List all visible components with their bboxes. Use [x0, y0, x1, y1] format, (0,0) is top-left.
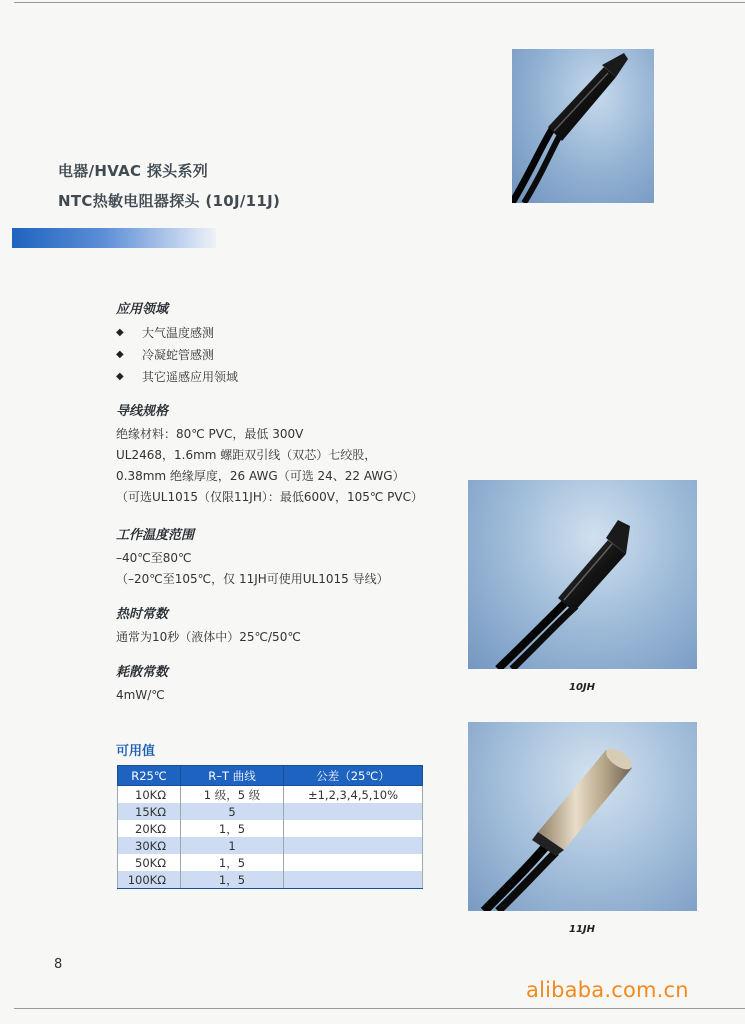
- operating-temp-heading: 工作温度范围: [116, 528, 195, 543]
- available-values-table: [117, 765, 423, 889]
- application-item: 冷凝蛇管感测: [142, 348, 215, 362]
- table-cell: 1，5: [181, 871, 284, 889]
- probe-photo-11jh: [468, 722, 697, 911]
- table-cell: 15KΩ: [118, 803, 181, 820]
- series-title: 电器/HVAC 探头系列: [58, 162, 209, 180]
- applications-heading: 应用领域: [116, 302, 169, 317]
- list-item: [116, 366, 238, 388]
- table-cell: 1 级，5 级: [181, 786, 284, 804]
- blue-gradient-band: [12, 228, 216, 248]
- table-row: [118, 871, 423, 889]
- operating-temp-line: –40℃至80℃: [116, 551, 192, 565]
- page-number: 8: [54, 957, 63, 972]
- table-cell: 1: [181, 837, 284, 854]
- diamond-bullet-icon: ◆: [116, 349, 124, 360]
- bottom-rule: [14, 1008, 745, 1009]
- table-cell: [284, 803, 423, 820]
- lead-wire-line: 0.38mm 绝缘厚度，26 AWG（可选 24、22 AWG）: [116, 469, 405, 483]
- diamond-bullet-icon: ◆: [116, 327, 124, 338]
- operating-temp-section: [116, 524, 389, 590]
- lead-wire-line: （可选UL1015（仅限11JH）：最低600V，105℃ PVC）: [116, 490, 423, 504]
- lead-wire-line: 绝缘材料：80℃ PVC，最低 300V: [116, 427, 304, 441]
- dissipation-heading: 耗散常数: [116, 665, 169, 680]
- list-item: [116, 322, 238, 344]
- table-row: [118, 803, 423, 820]
- lead-wire-section: [116, 400, 423, 508]
- thermal-time-heading: 热时常数: [116, 607, 169, 622]
- column-header: R25℃: [118, 766, 181, 786]
- lead-wire-heading: 导线规格: [116, 404, 169, 419]
- photo-caption-11jh: 11JH: [569, 924, 596, 935]
- table-cell: 10KΩ: [118, 786, 181, 804]
- table-cell: 30KΩ: [118, 837, 181, 854]
- probe-photo-top: [512, 49, 654, 203]
- available-values-heading: 可用值: [116, 744, 156, 759]
- top-rule: [14, 2, 745, 3]
- application-item: 其它遥感应用领域: [142, 370, 239, 384]
- operating-temp-line: （–20℃至105℃，仅 11JH可使用UL1015 导线）: [116, 572, 389, 586]
- product-title: NTC热敏电阻器探头 (10J/11J): [58, 192, 281, 210]
- table-cell: 50KΩ: [118, 854, 181, 871]
- table-cell: 1，5: [181, 820, 284, 837]
- probe-photo-10jh: [468, 480, 697, 669]
- dissipation-section: [116, 661, 168, 706]
- table-row: [118, 837, 423, 854]
- application-item: 大气温度感测: [142, 326, 215, 340]
- lead-wire-line: UL2468，1.6mm 螺距双引线（双芯）七绞股，: [116, 448, 377, 462]
- applications-section: [116, 298, 238, 388]
- table-cell: ±1,2,3,4,5,10%: [284, 786, 423, 804]
- table-row: [118, 820, 423, 837]
- table-cell: 5: [181, 803, 284, 820]
- table-cell: 20KΩ: [118, 820, 181, 837]
- diamond-bullet-icon: ◆: [116, 371, 124, 382]
- dissipation-line: 4mW/℃: [116, 688, 165, 702]
- table-row: [118, 786, 423, 804]
- watermark: alibaba.com.cn: [526, 978, 689, 1002]
- photo-caption-10jh: 10JH: [569, 682, 596, 693]
- table-cell: [284, 871, 423, 889]
- table-row: [118, 854, 423, 871]
- table-cell: [284, 820, 423, 837]
- column-header: 公差（25℃）: [284, 766, 423, 786]
- table-header-row: [118, 766, 423, 786]
- table-cell: 1，5: [181, 854, 284, 871]
- thermal-time-section: [116, 603, 301, 648]
- thermal-time-line: 通常为10秒（液体中）25℃/50℃: [116, 630, 301, 644]
- table-cell: [284, 837, 423, 854]
- table-cell: 100KΩ: [118, 871, 181, 889]
- list-item: [116, 344, 238, 366]
- column-header: R–T 曲线: [181, 766, 284, 786]
- table-cell: [284, 854, 423, 871]
